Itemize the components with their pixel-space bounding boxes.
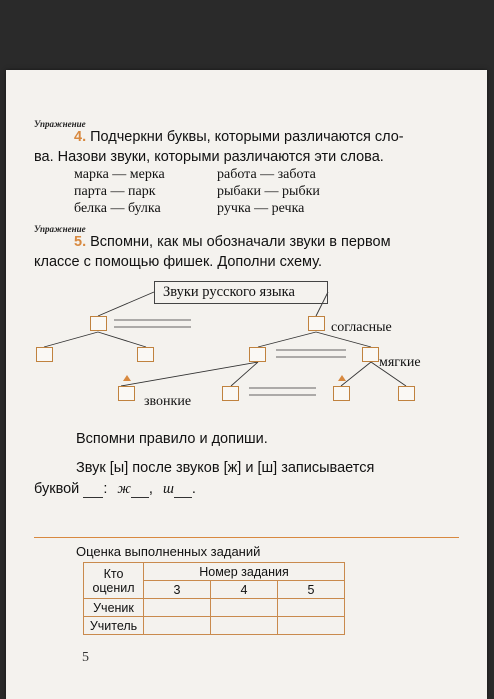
who-header-line1: Кто <box>103 566 124 581</box>
scheme-box[interactable] <box>36 347 53 362</box>
exercise-4-line1: Подчеркни буквы, которыми различаются сло- <box>90 129 404 145</box>
grade-cell[interactable] <box>144 617 211 635</box>
who-header <box>84 563 144 599</box>
exercise-4-line2: ва. Назови звуки, которыми различаются эти слова. <box>34 149 384 165</box>
word-pair: марка — мерка <box>74 167 165 182</box>
exercise-4-label: Упражнение <box>34 119 86 129</box>
task-number: 4 <box>211 581 278 599</box>
exercise-5-number: 5. <box>74 234 87 250</box>
scheme-box[interactable] <box>137 347 154 362</box>
word-pair: работа — забота <box>217 167 316 182</box>
label-consonants: согласные <box>331 320 392 335</box>
word-pair: парта — парк <box>74 184 156 199</box>
row-student: Ученик <box>84 599 144 617</box>
exercise-5-line1: Вспомни, как мы обозначали звуки в первом <box>90 234 391 250</box>
grade-cell[interactable] <box>278 617 345 635</box>
exercise-5-label: Упражнение <box>34 224 86 234</box>
assessment-table <box>83 562 345 635</box>
colon: : <box>103 481 108 497</box>
task-number: 3 <box>144 581 211 599</box>
grade-cell[interactable] <box>144 599 211 617</box>
blank-field[interactable] <box>174 481 192 498</box>
section-divider <box>34 537 459 538</box>
scheme-box[interactable] <box>333 386 350 401</box>
page-number: 5 <box>82 650 89 665</box>
scheme-box-voiced[interactable] <box>118 386 135 401</box>
rule-line2-start: буквой <box>34 481 80 497</box>
grade-cell[interactable] <box>278 599 345 617</box>
workbook-page <box>6 70 487 699</box>
scheme-box[interactable] <box>222 386 239 401</box>
exercise-5-line2: классе с помощью фишек. Дополни схему. <box>34 254 322 270</box>
exercise-4-number: 4. <box>74 129 87 145</box>
rule-line2: буквой : ж , ш . <box>34 481 196 497</box>
letter-zh: ж <box>117 481 131 497</box>
who-header-line2: оценил <box>92 580 135 595</box>
grade-cell[interactable] <box>211 599 278 617</box>
word-pair: белка — булка <box>74 201 161 216</box>
task-header: Номер задания <box>144 563 345 581</box>
word-pair: ручка — речка <box>217 201 305 216</box>
grade-cell[interactable] <box>211 617 278 635</box>
scheme-box-consonants[interactable] <box>308 316 325 331</box>
scheme-box-soft[interactable] <box>362 347 379 362</box>
scheme-box-vowels[interactable] <box>90 316 107 331</box>
label-voiced: звонкие <box>144 394 192 409</box>
scheme-title-box: Звуки русского языка <box>154 281 328 304</box>
row-teacher: Учитель <box>84 617 144 635</box>
blank-field[interactable] <box>131 481 149 498</box>
label-soft: мягкие <box>379 355 421 370</box>
rule-heading: Вспомни правило и допиши. <box>76 431 268 447</box>
bell-icon <box>338 375 346 381</box>
blank-field[interactable] <box>83 481 103 498</box>
scheme-box-hard[interactable] <box>249 347 266 362</box>
period: . <box>191 481 196 497</box>
scheme-box[interactable] <box>398 386 415 401</box>
task-number: 5 <box>278 581 345 599</box>
word-pair: рыбаки — рыбки <box>217 184 320 199</box>
assessment-title: Оценка выполненных заданий <box>76 544 261 559</box>
bell-icon <box>123 375 131 381</box>
rule-line1: Звук [ы] после звуков [ж] и [ш] записывается <box>76 460 375 476</box>
letter-sh: ш <box>162 481 174 497</box>
